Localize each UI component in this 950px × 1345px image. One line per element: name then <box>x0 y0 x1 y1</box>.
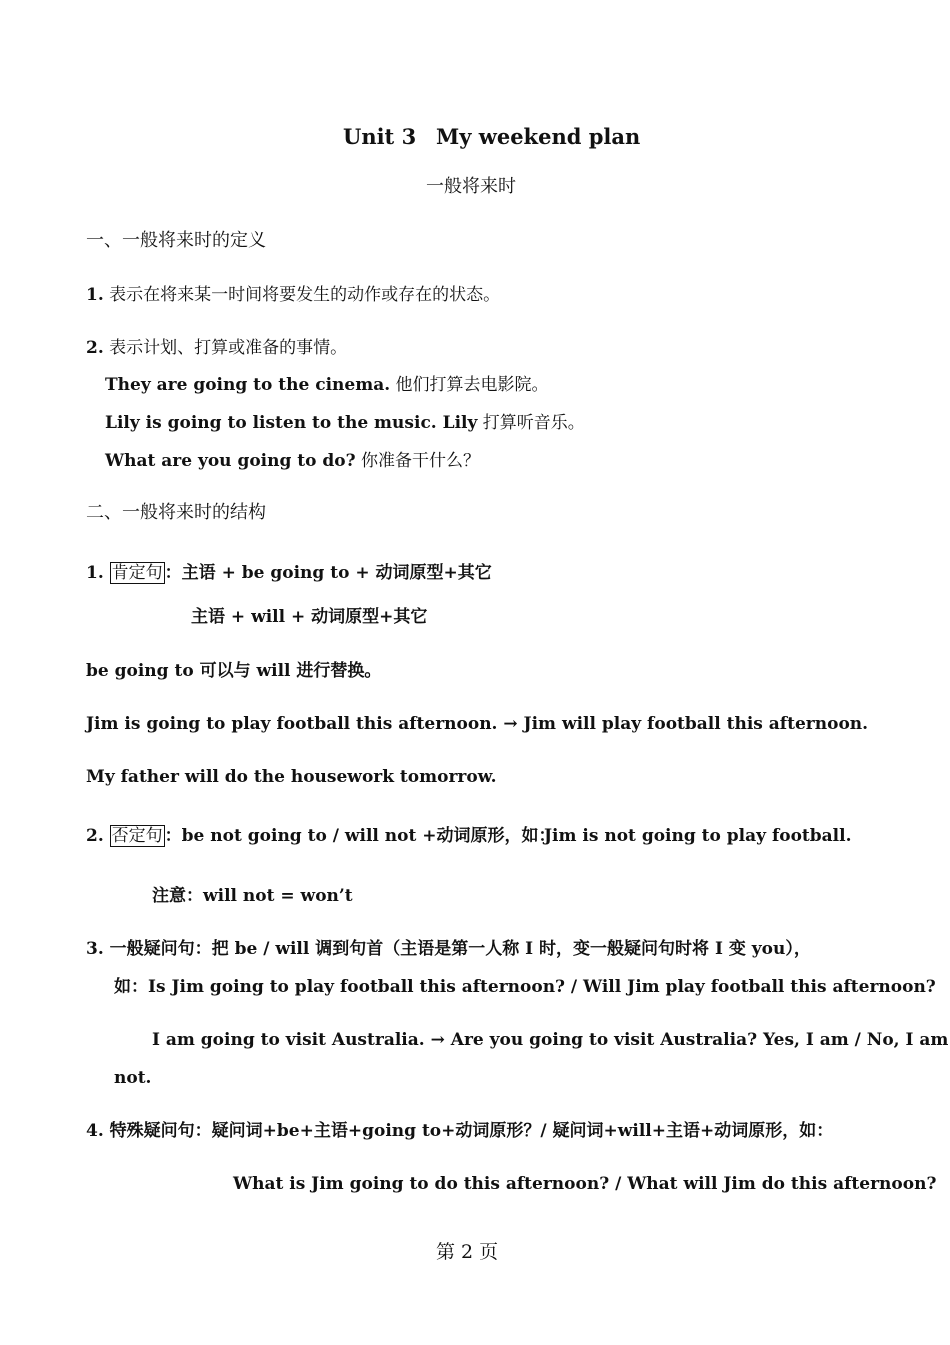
title-name: My weekend plan <box>436 124 641 149</box>
example-en: What are you going to do? <box>105 451 356 471</box>
special-question-example: What is Jim going to do this afternoon? / What will Jim do this afternoon? <box>233 1174 937 1194</box>
affirmative-label: 肯定句 <box>111 563 163 583</box>
example-1 <box>105 374 549 396</box>
point-text: 表示计划、打算或准备的事情。 <box>109 338 348 358</box>
affirmative-example-2: My father will do the housework tomorrow. <box>86 767 497 787</box>
point-number: 1. <box>86 285 104 305</box>
general-question-example-2-cont: not. <box>114 1068 152 1088</box>
point-number: 2. <box>86 826 104 846</box>
structure-2 <box>86 825 556 847</box>
sec1-point2 <box>86 337 347 359</box>
subtitle: 一般将来时 <box>426 176 516 197</box>
example-en: Lily is going to listen to the music. Lily <box>105 413 478 433</box>
point-number: 2. <box>86 338 104 358</box>
sec1-point1 <box>86 284 500 306</box>
section2-heading: 二、一般将来时的结构 <box>86 502 266 523</box>
replace-note: be going to 可以与 will 进行替换。 <box>86 661 382 681</box>
general-question-rule: 3. 一般疑问句：把 be / will 调到句首（主语是第一人称 I 时，变一般疑问句时将 I 变 you）， <box>86 939 811 959</box>
general-question-example: 如：Is Jim going to play football this afternoon? / Will Jim play football this afternoon? <box>114 977 936 997</box>
special-question-rule: 4. 特殊疑问句：疑问词+be+主语+going to+动词原形？/ 疑问词+will+主语+动词原形，如： <box>86 1121 834 1141</box>
example-3 <box>105 450 480 472</box>
point-number: 1. <box>86 563 104 583</box>
example-cn: 他们打算去电影院。 <box>395 375 549 395</box>
affirmative-example-1: Jim is going to play football this afternoon. → Jim will play football this afternoon. <box>86 714 869 734</box>
colon: ： <box>164 563 182 583</box>
section1-heading: 一、一般将来时的定义 <box>86 230 266 251</box>
negative-example: Jim is not going to play football. <box>544 826 852 846</box>
structure-1 <box>86 562 492 584</box>
point-text: 表示在将来某一时间将要发生的动作或存在的状态。 <box>109 285 501 305</box>
negative-formula: ：be not going to / will not +动词原形，如： <box>164 826 556 846</box>
title-unit: Unit 3 <box>343 124 417 149</box>
page-number: 第 2 页 <box>436 1241 499 1263</box>
example-en: They are going to the cinema. <box>105 375 391 395</box>
affirmative-formula-2: 主语 + will + 动词原型+其它 <box>191 607 428 627</box>
general-question-example-2: I am going to visit Australia. → Are you going to visit Australia? Yes, I am / No, I am <box>152 1030 949 1050</box>
contraction-note: 注意：will not = won’t <box>152 886 353 906</box>
negative-label: 否定句 <box>111 826 163 846</box>
example-2 <box>105 412 585 434</box>
example-cn: 打算听音乐。 <box>482 413 585 433</box>
affirmative-formula-1: 主语 + be going to + 动词原型+其它 <box>181 563 492 583</box>
example-cn: 你准备干什么？ <box>361 451 480 471</box>
